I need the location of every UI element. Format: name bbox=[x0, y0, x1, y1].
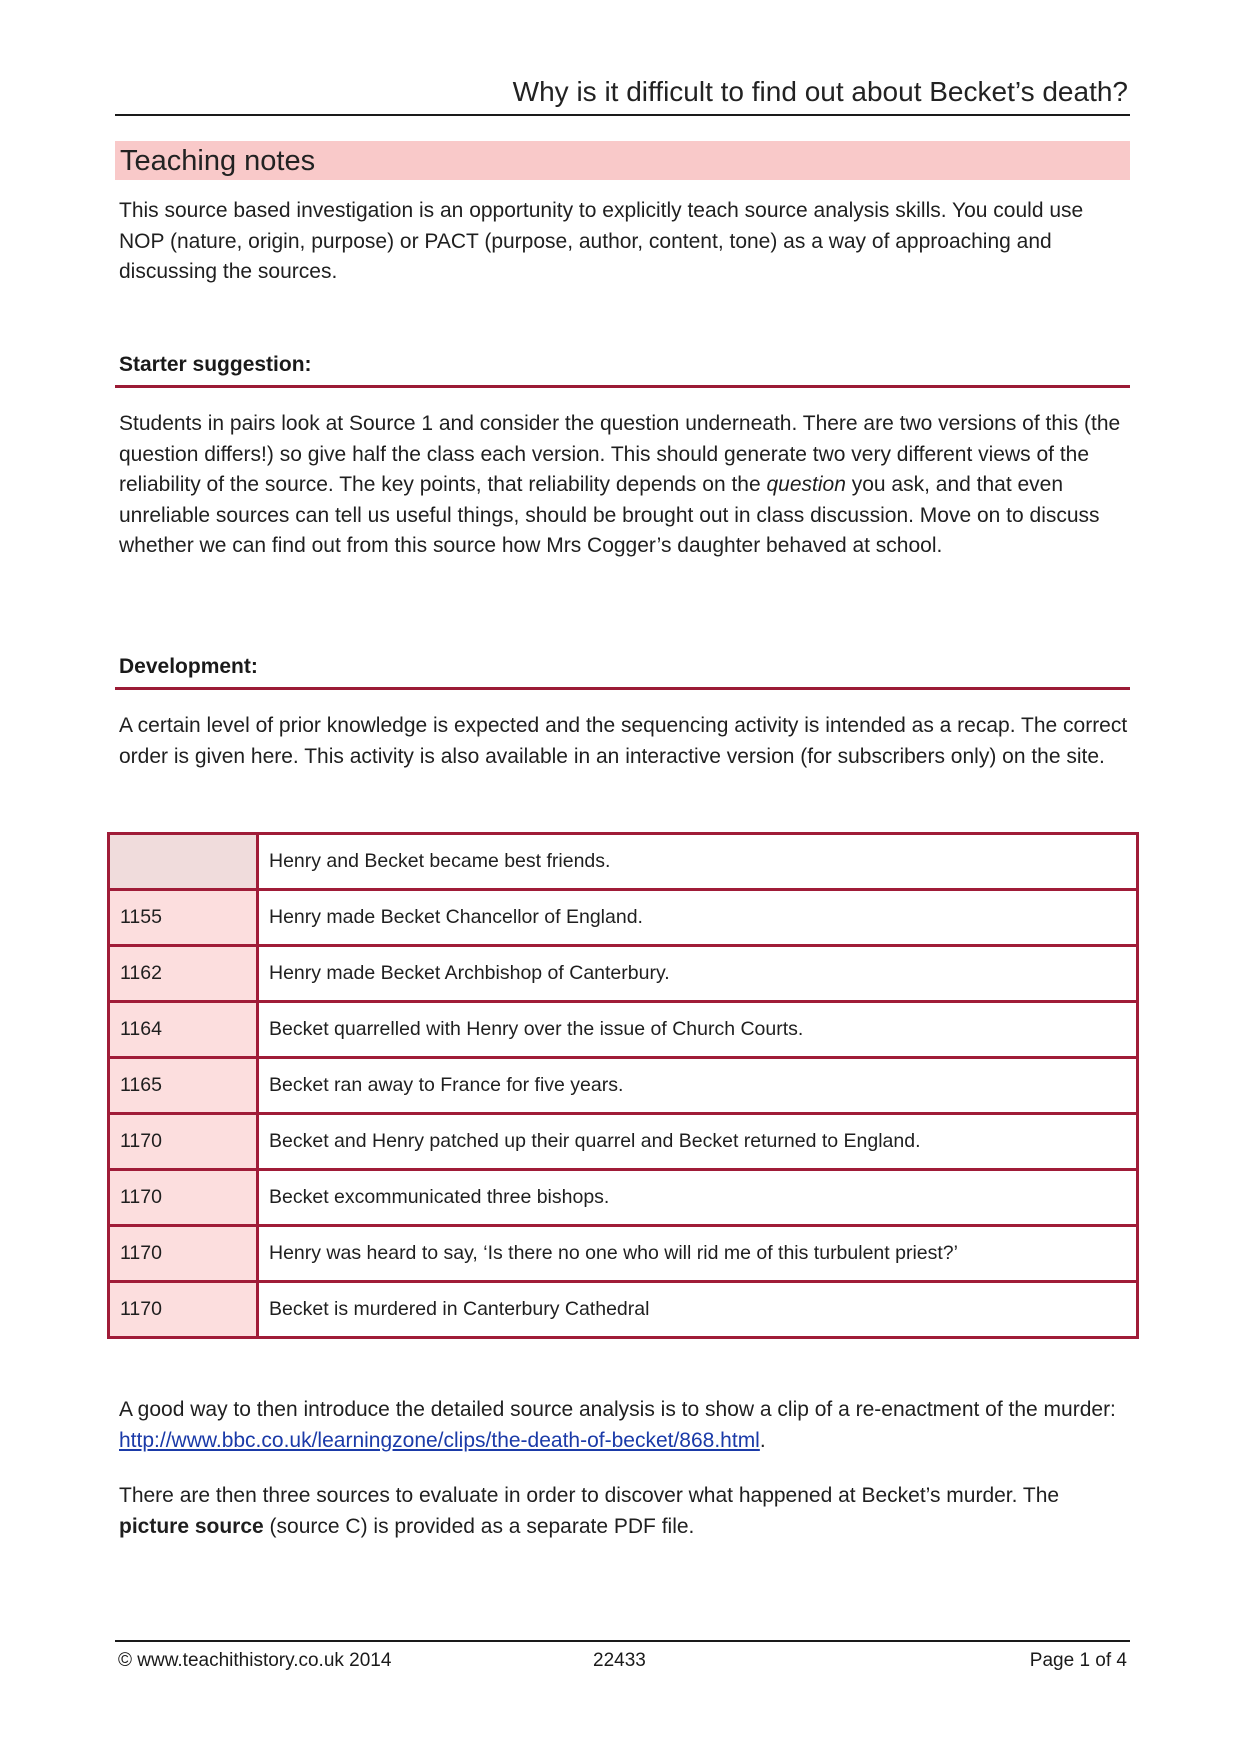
footer-copyright: © www.teachithistory.co.uk 2014 bbox=[118, 1650, 392, 1671]
starter-paragraph bbox=[119, 409, 1134, 562]
year-cell: 1162 bbox=[109, 946, 258, 1002]
section-band bbox=[115, 141, 1130, 180]
clip-text-after: . bbox=[759, 1428, 766, 1452]
event-cell: Becket quarrelled with Henry over the issue of Church Courts. bbox=[258, 1002, 1138, 1058]
development-heading bbox=[115, 652, 1130, 690]
footer-code: 22433 bbox=[593, 1650, 646, 1671]
starter-emphasis: question bbox=[766, 473, 846, 496]
year-cell: 1155 bbox=[109, 890, 258, 946]
sources-paragraph bbox=[119, 1481, 1134, 1542]
event-cell: Henry and Becket became best friends. bbox=[258, 834, 1138, 890]
timeline-table bbox=[107, 832, 1139, 1339]
event-cell: Henry made Becket Archbishop of Canterbury. bbox=[258, 946, 1138, 1002]
year-cell: 1170 bbox=[109, 1170, 258, 1226]
picture-source-bold: picture source bbox=[119, 1514, 264, 1538]
intro-paragraph: This source based investigation is an opportunity to explicitly teach source analysis skills. You could use NOP (nature, origin, purpose) or PACT (purpose, author, content, tone) as a way of approaching and discussing the sources. bbox=[119, 199, 1084, 283]
year-cell bbox=[109, 834, 258, 890]
year-cell: 1170 bbox=[109, 1282, 258, 1338]
starter-text-before: Students in pairs look at Source 1 and consider the question underneath. There are two versions of this (the question differs!) so give half the class each version. This should generate two very different views of the reliability of the source. The key points, that reliability depends on the bbox=[119, 412, 1121, 496]
page-title: Why is it difficult to find out about Becket’s death? bbox=[512, 76, 1128, 107]
starter-heading-label: Starter suggestion: bbox=[119, 353, 312, 376]
sources-text-before: There are then three sources to evaluate in order to discover what happened at Becket’s murder. The bbox=[119, 1484, 1060, 1507]
table-row bbox=[109, 1114, 1138, 1170]
starter-heading bbox=[115, 350, 1130, 388]
event-cell: Becket is murdered in Canterbury Cathedral bbox=[258, 1282, 1138, 1338]
year-cell: 1170 bbox=[109, 1114, 258, 1170]
table-row bbox=[109, 1226, 1138, 1282]
clip-text-before: A good way to then introduce the detailed source analysis is to show a clip of a re-enactment of the murder: bbox=[119, 1398, 1116, 1421]
clip-paragraph bbox=[119, 1395, 1134, 1456]
year-cell: 1165 bbox=[109, 1058, 258, 1114]
event-cell: Becket and Henry patched up their quarrel and Becket returned to England. bbox=[258, 1114, 1138, 1170]
event-cell: Becket ran away to France for five years. bbox=[258, 1058, 1138, 1114]
event-cell: Henry was heard to say, ‘Is there no one who will rid me of this turbulent priest?’ bbox=[258, 1226, 1138, 1282]
table-row bbox=[109, 1170, 1138, 1226]
table-row bbox=[109, 1282, 1138, 1338]
table-row bbox=[109, 1002, 1138, 1058]
sources-text-after: (source C) is provided as a separate PDF file. bbox=[263, 1514, 695, 1538]
development-heading-label: Development: bbox=[119, 655, 258, 678]
table-row bbox=[109, 834, 1138, 890]
table-row bbox=[109, 890, 1138, 946]
starter-text-after: you ask, and that even unreliable sources can tell us useful things, should be brought out in class discussion. Move on to discuss whether we can find out from this source how Mrs Cogger’s daughter behaved at school. bbox=[119, 473, 1100, 557]
table-row bbox=[109, 1058, 1138, 1114]
development-paragraph: A certain level of prior knowledge is expected and the sequencing activity is intended as a recap. The correct order is given here. This activity is also available in an interactive version (for subscribers only) on the site. bbox=[119, 714, 1128, 768]
section-title: Teaching notes bbox=[120, 145, 316, 177]
event-cell: Becket excommunicated three bishops. bbox=[258, 1170, 1138, 1226]
year-cell: 1170 bbox=[109, 1226, 258, 1282]
page-header bbox=[115, 60, 1130, 116]
footer-page-number: Page 1 of 4 bbox=[1029, 1650, 1127, 1671]
event-cell: Henry made Becket Chancellor of England. bbox=[258, 890, 1138, 946]
bbc-clip-link[interactable]: http://www.bbc.co.uk/learningzone/clips/the-death-of-becket/868.html bbox=[119, 1428, 760, 1452]
year-cell: 1164 bbox=[109, 1002, 258, 1058]
table-row bbox=[109, 946, 1138, 1002]
page-footer bbox=[115, 1640, 1130, 1678]
